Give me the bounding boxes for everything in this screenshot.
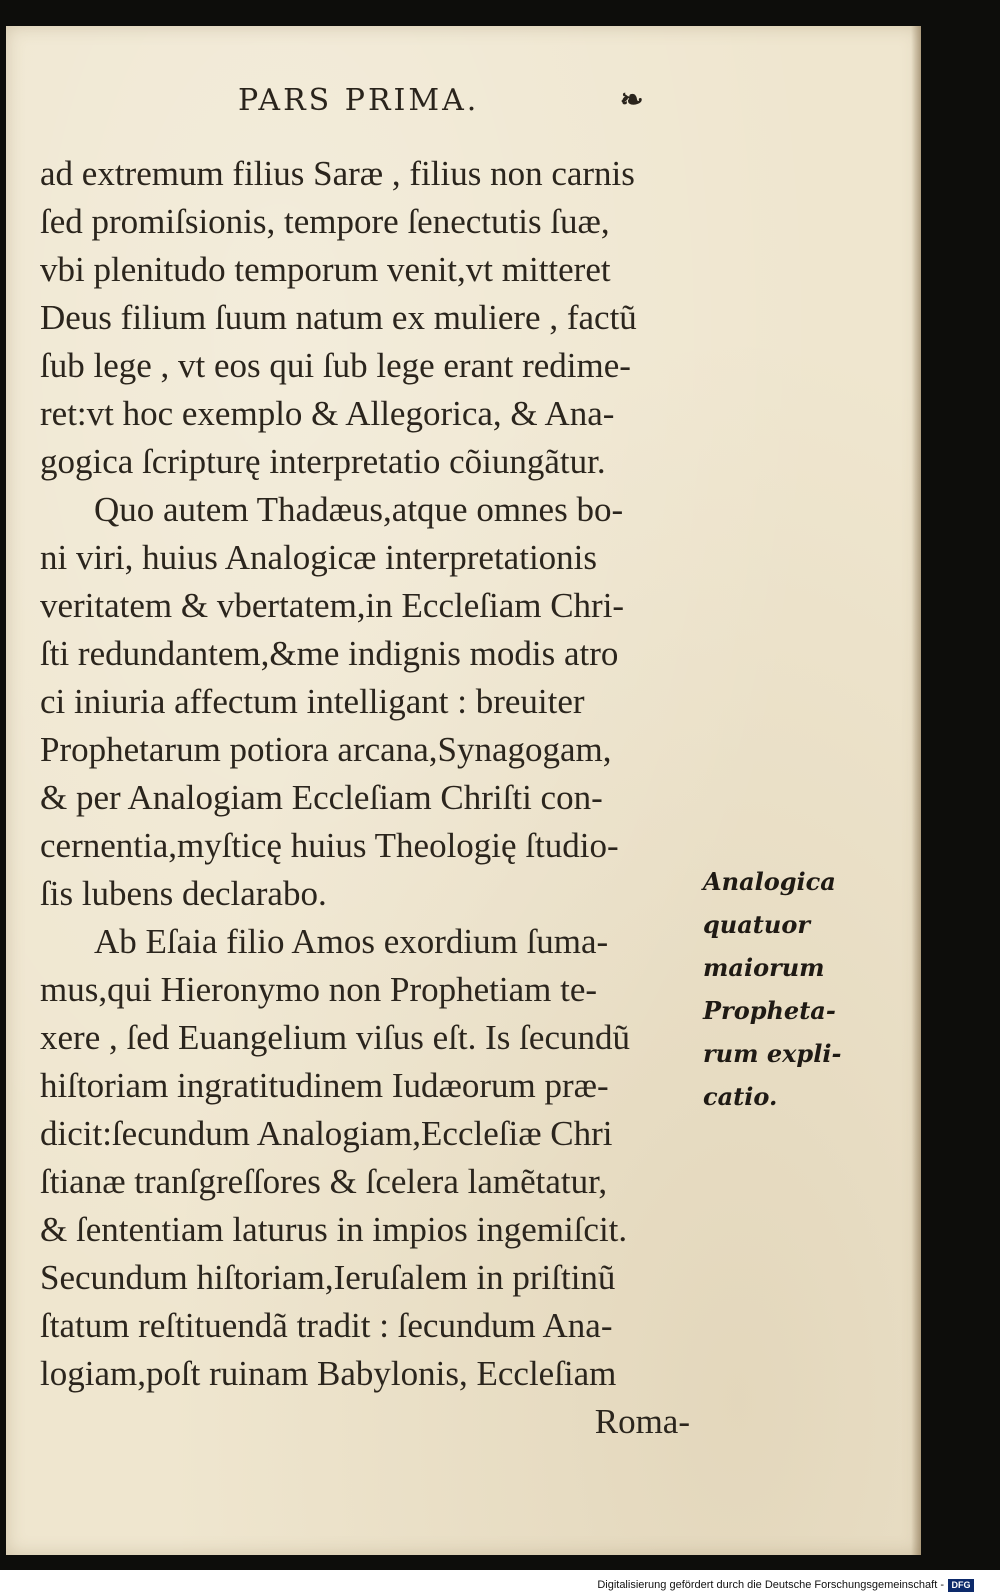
text-line: & ſententiam laturus in impios ingemiſcit. bbox=[40, 1210, 628, 1249]
marginal-note-line: quatuor bbox=[703, 910, 810, 939]
running-head bbox=[6, 83, 921, 123]
marginal-note-line: Propheta- bbox=[703, 996, 836, 1025]
text-line: Deus filium ſuum natum ex muliere , factũ bbox=[40, 298, 637, 337]
text-line: logiam,poſt ruinam Babylonis, Eccleſiam bbox=[40, 1354, 617, 1393]
text-line: ſtianæ tranſgreſſores & ſcelera lamẽtatur, bbox=[40, 1162, 608, 1201]
text-line: ſti redundantem,&me indignis modis atro bbox=[40, 634, 619, 673]
text-line: ci iniuria affectum intelligant : breuiter bbox=[40, 682, 585, 721]
text-line: ſis lubens declarabo. bbox=[40, 874, 327, 913]
paragraph-start-line: Quo autem Thadæus,atque omnes bo- bbox=[94, 490, 624, 529]
body-text bbox=[40, 150, 700, 1446]
funding-credit: Digitalisierung gefördert durch die Deutsche Forschungsgemeinschaft - bbox=[597, 1579, 944, 1591]
text-line: ſub lege , vt eos qui ſub lege erant redime- bbox=[40, 346, 631, 385]
marginal-note-line: maiorum bbox=[703, 953, 825, 982]
text-line: veritatem & vbertatem,in Eccleſiam Chri- bbox=[40, 586, 625, 625]
text-line: hiſtoriam ingratitudinem Iudæorum præ- bbox=[40, 1066, 609, 1105]
running-head-title: PARS PRIMA. bbox=[238, 83, 480, 118]
dfg-logo-icon: DFG bbox=[948, 1579, 974, 1592]
text-line: Secundum hiſtoriam,Ieruſalem in priſtinũ bbox=[40, 1258, 616, 1297]
marginal-note-line: catio. bbox=[703, 1082, 778, 1111]
marginal-note-line: Analogica bbox=[703, 867, 836, 896]
text-line: vbi plenitudo temporum venit,vt mitteret bbox=[40, 250, 611, 289]
text-line: ret:vt hoc exemplo & Allegorica, & Ana- bbox=[40, 394, 615, 433]
text-line: mus,qui Hieronymo non Prophetiam te- bbox=[40, 970, 598, 1009]
text-line: ad extremum filius Saræ , filius non carnis bbox=[40, 154, 635, 193]
text-line: Prophetarum potiora arcana,Synagogam, bbox=[40, 730, 612, 769]
paragraph-start-line: Ab Eſaia filio Amos exordium ſuma- bbox=[94, 922, 609, 961]
page-edge-shadow bbox=[911, 26, 921, 1555]
catchword: Roma- bbox=[594, 1402, 690, 1441]
text-line: xere , ſed Euangelium viſus eſt. Is ſecundũ bbox=[40, 1018, 630, 1057]
page-signature-mark: ❧ bbox=[620, 83, 644, 116]
text-line: dicit:ſecundum Analogiam,Eccleſiæ Chri bbox=[40, 1114, 613, 1153]
text-line: gogica ſcripturę interpretatio cõiungãtur. bbox=[40, 442, 606, 481]
book-page bbox=[6, 26, 921, 1555]
text-line: ni viri, huius Analogicæ interpretationis bbox=[40, 538, 598, 577]
text-line: & per Analogiam Eccleſiam Chriſti con- bbox=[40, 778, 603, 817]
text-line: ſtatum reſtituendã tradit : ſecundum Ana- bbox=[40, 1306, 613, 1345]
text-line: cernentia,myſticę huius Theologię ſtudio- bbox=[40, 826, 619, 865]
marginal-note-line: rum expli- bbox=[703, 1039, 842, 1068]
funding-footer bbox=[597, 1577, 974, 1593]
text-line: ſed promiſsionis, tempore ſenectutis ſuæ, bbox=[40, 202, 610, 241]
marginal-note bbox=[703, 860, 848, 1118]
